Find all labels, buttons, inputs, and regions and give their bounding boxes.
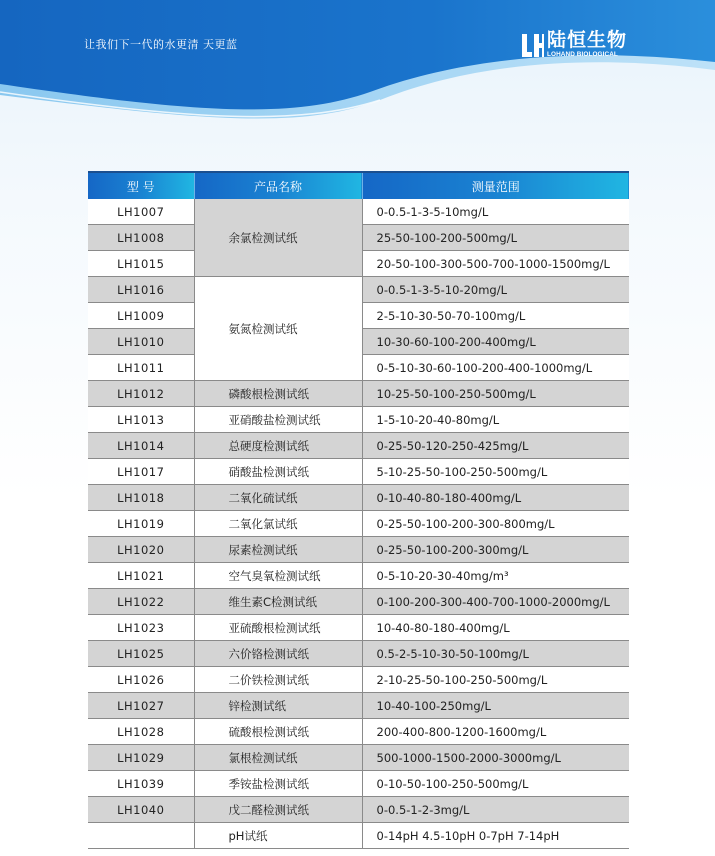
range-cell: 0-0.5-1-3-5-10-20mg/L (362, 277, 629, 303)
range-cell: 0.5-2-5-10-30-50-100mg/L (362, 641, 629, 667)
product-name-cell: 亚硝酸盐检测试纸 (194, 407, 362, 433)
range-cell: 0-5-10-20-30-40mg/m³ (362, 563, 629, 589)
range-cell: 10-40-80-180-400mg/L (362, 615, 629, 641)
range-cell: 0-0.5-1-2-3mg/L (362, 797, 629, 823)
range-cell: 0-10-50-100-250-500mg/L (362, 771, 629, 797)
model-cell: LH1016 (88, 277, 194, 303)
product-name-cell: 季铵盐检测试纸 (194, 771, 362, 797)
company-logo (520, 30, 627, 59)
model-cell: LH1039 (88, 771, 194, 797)
product-name-cell: 二氧化氯试纸 (194, 511, 362, 537)
table-body (88, 199, 629, 849)
table-row (88, 719, 629, 745)
product-name-cell: 戊二醛检测试纸 (194, 797, 362, 823)
model-cell: LH1015 (88, 251, 194, 277)
table-row (88, 641, 629, 667)
model-cell: LH1028 (88, 719, 194, 745)
wave-background (0, 0, 715, 160)
table-row (88, 589, 629, 615)
range-cell: 1-5-10-20-40-80mg/L (362, 407, 629, 433)
model-cell: LH1017 (88, 459, 194, 485)
table-row (88, 563, 629, 589)
model-cell: LH1010 (88, 329, 194, 355)
model-cell: LH1040 (88, 797, 194, 823)
table-row (88, 771, 629, 797)
range-cell: 0-25-50-100-200-300-800mg/L (362, 511, 629, 537)
range-cell: 0-0.5-1-3-5-10mg/L (362, 199, 629, 225)
slogan-text: 让我们下一代的水更清 天更蓝 (84, 38, 238, 51)
range-cell: 10-30-60-100-200-400mg/L (362, 329, 629, 355)
model-cell: LH1011 (88, 355, 194, 381)
model-cell: LH1008 (88, 225, 194, 251)
table-row (88, 823, 629, 849)
table-row (88, 459, 629, 485)
range-cell: 0-100-200-300-400-700-1000-2000mg/L (362, 589, 629, 615)
model-cell: LH1007 (88, 199, 194, 225)
table-row (88, 511, 629, 537)
header-range: 测量范围 (362, 172, 629, 199)
table-row (88, 745, 629, 771)
range-cell: 5-10-25-50-100-250-500mg/L (362, 459, 629, 485)
table-row (88, 485, 629, 511)
product-name-cell: 二价铁检测试纸 (194, 667, 362, 693)
model-cell: LH1026 (88, 667, 194, 693)
product-name-cell: pH试纸 (194, 823, 362, 849)
table-row (88, 407, 629, 433)
product-name-cell: 尿素检测试纸 (194, 537, 362, 563)
header-product-name: 产品名称 (194, 172, 362, 199)
product-name-cell: 磷酸根检测试纸 (194, 381, 362, 407)
range-cell: 0-5-10-30-60-100-200-400-1000mg/L (362, 355, 629, 381)
header-model: 型 号 (88, 172, 194, 199)
model-cell: LH1021 (88, 563, 194, 589)
table-row (88, 615, 629, 641)
model-cell: LH1022 (88, 589, 194, 615)
product-name-cell: 硝酸盐检测试纸 (194, 459, 362, 485)
product-name-cell: 二氧化硫试纸 (194, 485, 362, 511)
logo-subtitle: LOHAND BIOLOGICAL (547, 51, 618, 58)
logo-name: 陆恒生物 (547, 29, 628, 51)
model-cell: LH1020 (88, 537, 194, 563)
product-name-cell: 锌检测试纸 (194, 693, 362, 719)
table-row (88, 537, 629, 563)
product-name-cell: 亚硫酸根检测试纸 (194, 615, 362, 641)
range-cell: 25-50-100-200-500mg/L (362, 225, 629, 251)
range-cell: 500-1000-1500-2000-3000mg/L (362, 745, 629, 771)
range-cell: 200-400-800-1200-1600mg/L (362, 719, 629, 745)
range-cell: 20-50-100-300-500-700-1000-1500mg/L (362, 251, 629, 277)
lh-logo-icon (520, 31, 544, 59)
model-cell: LH1014 (88, 433, 194, 459)
range-cell: 10-25-50-100-250-500mg/L (362, 381, 629, 407)
model-cell: LH1027 (88, 693, 194, 719)
model-cell (88, 823, 194, 849)
model-cell: LH1019 (88, 511, 194, 537)
header-banner (0, 0, 715, 160)
range-cell: 2-5-10-30-50-70-100mg/L (362, 303, 629, 329)
table-row (88, 693, 629, 719)
range-cell: 0-25-50-120-250-425mg/L (362, 433, 629, 459)
product-name-cell: 氯根检测试纸 (194, 745, 362, 771)
model-cell: LH1013 (88, 407, 194, 433)
product-name-cell: 空气臭氧检测试纸 (194, 563, 362, 589)
model-cell: LH1018 (88, 485, 194, 511)
model-cell: LH1025 (88, 641, 194, 667)
model-cell: LH1012 (88, 381, 194, 407)
product-name-cell: 总硬度检测试纸 (194, 433, 362, 459)
model-cell: LH1023 (88, 615, 194, 641)
table-row (88, 277, 629, 303)
range-cell: 0-10-40-80-180-400mg/L (362, 485, 629, 511)
range-cell: 10-40-100-250mg/L (362, 693, 629, 719)
table-row (88, 381, 629, 407)
model-cell: LH1009 (88, 303, 194, 329)
product-name-cell: 余氯检测试纸 (194, 199, 362, 277)
product-name-cell: 维生素C检测试纸 (194, 589, 362, 615)
range-cell: 2-10-25-50-100-250-500mg/L (362, 667, 629, 693)
table-header-row (88, 172, 629, 199)
table-row (88, 667, 629, 693)
product-table-container (88, 171, 629, 849)
range-cell: 0-25-50-100-200-300mg/L (362, 537, 629, 563)
table-row (88, 797, 629, 823)
range-cell: 0-14pH 4.5-10pH 0-7pH 7-14pH (362, 823, 629, 849)
product-name-cell: 六价铬检测试纸 (194, 641, 362, 667)
product-name-cell: 硫酸根检测试纸 (194, 719, 362, 745)
product-name-cell: 氨氮检测试纸 (194, 277, 362, 381)
table-row (88, 433, 629, 459)
table-row (88, 199, 629, 225)
model-cell: LH1029 (88, 745, 194, 771)
product-table (88, 171, 629, 849)
